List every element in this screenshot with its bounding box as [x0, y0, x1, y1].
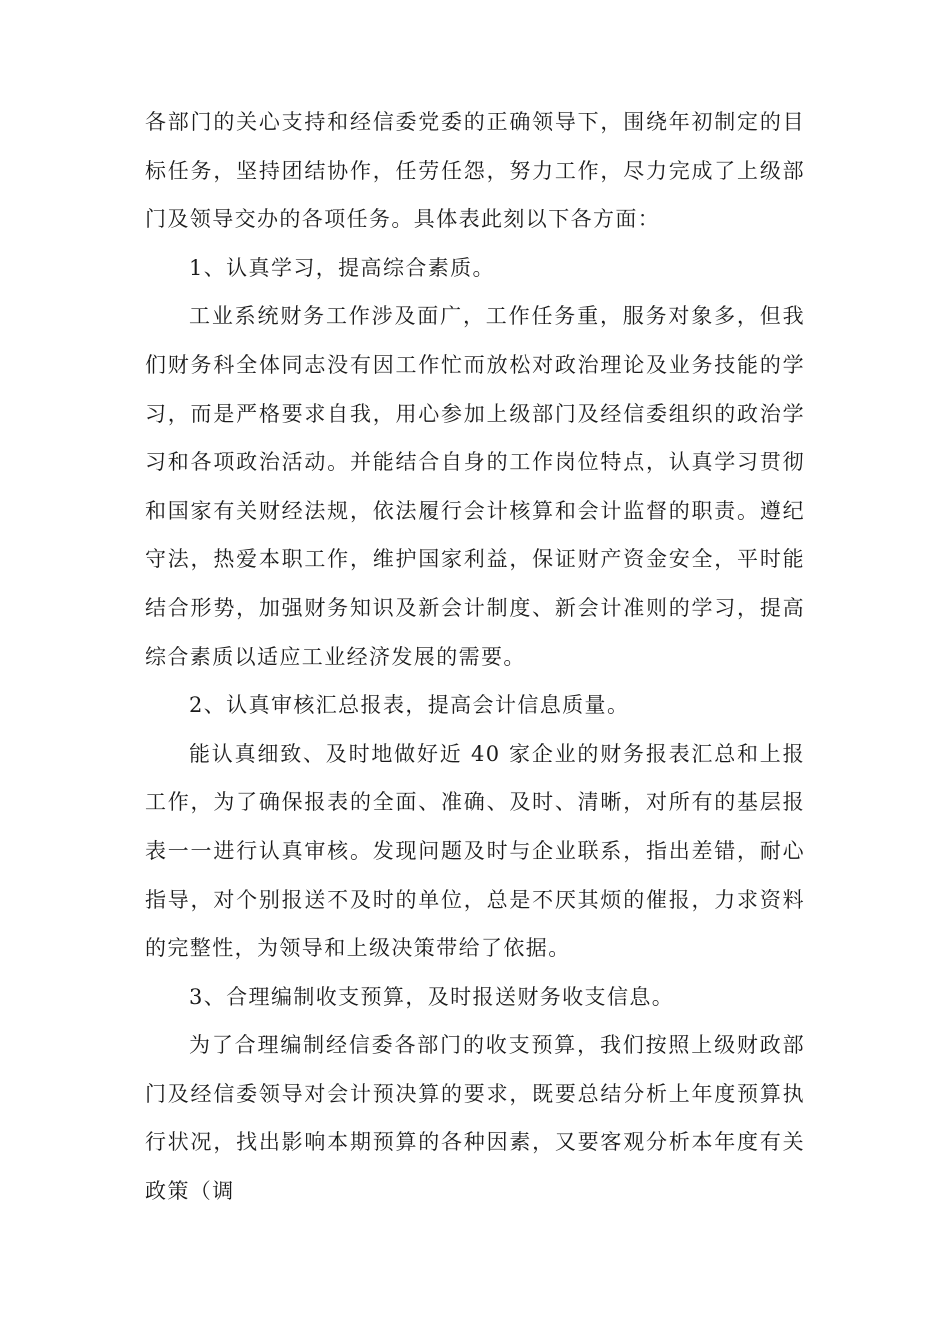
paragraph-section-2: 能认真细致、及时地做好近 40 家企业的财务报表汇总和上报工作，为了确保报表的全面、准确、及时、清晰，对所有的基层报表一一进行认真审核。发现问题及时与企业联系，指出差错，耐心指导，对个别报送不及时的单位，总是不厌其烦的催报，力求资料的完整性，为领导和上级决策带给了依据。: [145, 741, 805, 961]
paragraph-intro: 各部门的关心支持和经信委党委的正确领导下，围绕年初制定的目标任务，坚持团结协作，任劳任怨，努力工作，尽力完成了上级部门及领导交办的各项任务。具体表此刻以下各方面：: [145, 110, 805, 232]
document-body: [145, 98, 805, 1216]
heading-section-1: 1、认真学习，提高综合素质。: [189, 255, 495, 280]
paragraph-section-3: 为了合理编制经信委各部门的收支预算，我们按照上级财政部门及经信委领导对会计预决算的要求，既要总结分析上年度预算执行状况，找出影响本期预算的各种因素，又要客观分析本年度有关政策（调: [145, 1033, 805, 1204]
heading-section-3: 3、合理编制收支预算，及时报送财务收支信息。: [189, 984, 675, 1009]
paragraph-section-1: 工业系统财务工作涉及面广，工作任务重，服务对象多，但我们财务科全体同志没有因工作忙而放松对政治理论及业务技能的学习，而是严格要求自我，用心参加上级部门及经信委组织的政治学习和各项政治活动。并能结合自身的工作岗位特点，认真学习贯彻和国家有关财经法规，依法履行会计核算和会计监督的职责。遵纪守法，热爱本职工作，维护国家利益，保证财产资金安全，平时能结合形势，加强财务知识及新会计制度、新会计准则的学习，提高综合素质以适应工业经济发展的需要。: [145, 304, 805, 669]
heading-section-2: 2、认真审核汇总报表，提高会计信息质量。: [189, 693, 630, 718]
